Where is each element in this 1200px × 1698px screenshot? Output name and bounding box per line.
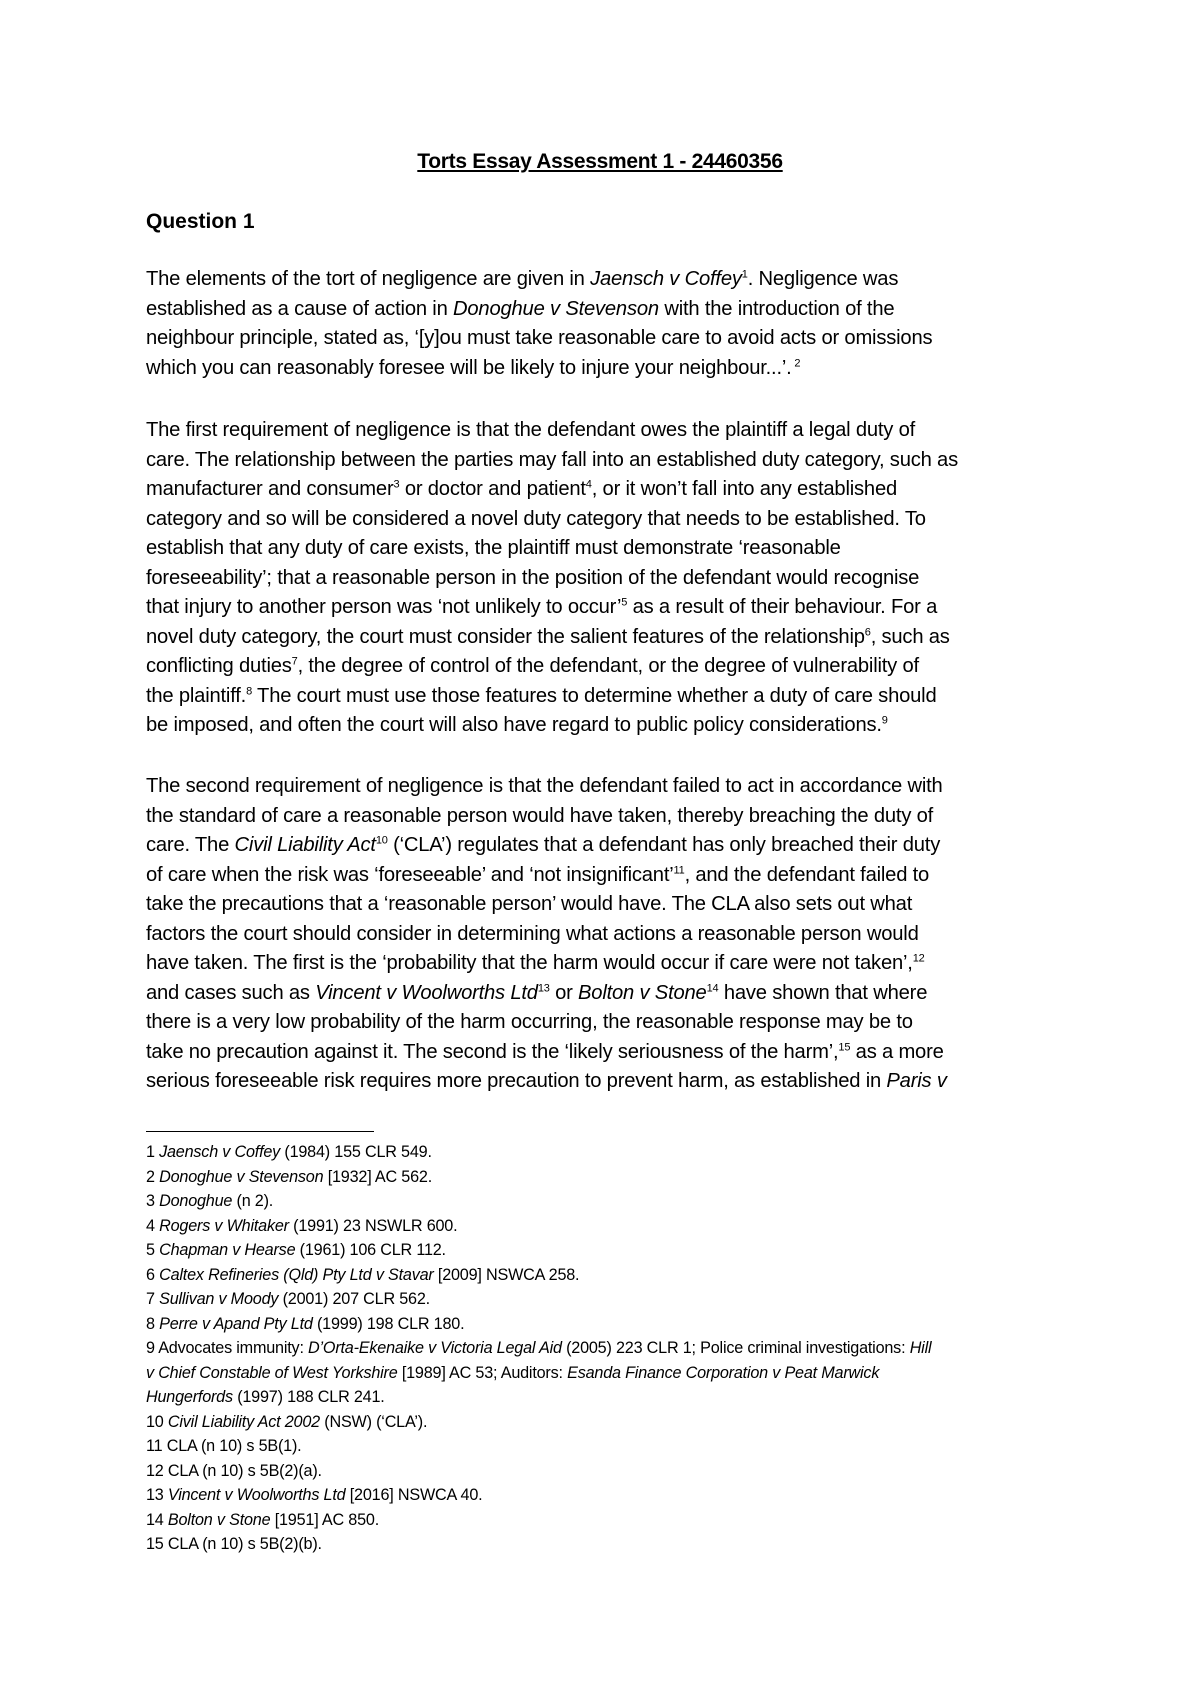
italic-citation: Bolton v Stone [167, 1510, 271, 1529]
text-line [146, 1038, 1076, 1068]
text-run: be imposed, and often the court will also have regard to public policy considerations. [146, 714, 882, 736]
italic-citation: Jaensch v Coffey [159, 1143, 281, 1161]
footnote-item [146, 1385, 1076, 1410]
text-run: serious foreseeable risk requires more precaution to prevent harm, as established in [146, 1070, 887, 1092]
text-run: (n 2). [232, 1192, 274, 1210]
text-run: 7 [146, 1290, 160, 1308]
footnote-reference: 11 [673, 863, 685, 876]
italic-citation: Paris v [886, 1070, 947, 1092]
footnote-reference: 3 [393, 478, 400, 491]
text-run: [2009] NSWCA 258. [433, 1265, 580, 1284]
text-run: , and the defendant failed to [684, 863, 930, 886]
text-line [146, 475, 1076, 505]
text-run: [1951] AC 850. [270, 1510, 380, 1529]
text-line [146, 652, 1076, 682]
footnote-item [146, 1214, 1076, 1239]
text-line [146, 446, 1076, 476]
italic-citation: Caltex Refineries (Qld) Pty Ltd v Stavar [159, 1265, 434, 1284]
footnote-item [146, 1508, 1076, 1533]
text-run: conflicting duties [146, 655, 292, 677]
footnote-reference: 10 [375, 834, 388, 847]
text-run: 11 CLA (n 10) s 5B(1). [146, 1437, 302, 1455]
text-run: there is a very low probability of the harm occurring, the reasonable response may be to [146, 1011, 913, 1033]
text-run: as a more [850, 1040, 944, 1063]
text-line [146, 534, 1076, 564]
italic-citation: Bolton v Stone [578, 981, 707, 1004]
text-run: 14 [146, 1510, 168, 1529]
italic-citation: Rogers v Whitaker [159, 1216, 289, 1235]
text-run: . Negligence was [747, 268, 899, 290]
text-line [146, 920, 1076, 950]
text-run: (1991) 23 NSWLR 600. [288, 1216, 458, 1235]
footnote-reference: 7 [291, 655, 298, 668]
text-run: have shown that where [718, 981, 928, 1004]
text-run: 3 [146, 1192, 160, 1210]
text-line [146, 979, 1076, 1009]
text-run: [2016] NSWCA 40. [345, 1486, 483, 1504]
text-run: which you can reasonably foresee will be likely to injure your neighbour...’. [146, 356, 792, 379]
text-line [146, 416, 1076, 446]
text-line [146, 772, 1076, 802]
footnote-item [146, 1361, 1076, 1386]
text-run: establish that any duty of care exists, the plaintiff must demonstrate ‘reasonable [146, 537, 841, 559]
footnote-item [146, 1238, 1076, 1263]
text-line [146, 564, 1076, 594]
footnote-item [146, 1189, 1076, 1214]
text-run: (2001) 207 CLR 562. [278, 1290, 430, 1308]
text-run: that injury to another person was ‘not unlikely to occur’ [146, 596, 622, 618]
footnote-item [146, 1459, 1076, 1484]
italic-citation: D’Orta-Ekenaike v Victoria Legal Aid [308, 1339, 562, 1357]
footnote-item [146, 1140, 1076, 1165]
footnote-reference: 6 [864, 625, 871, 638]
footnote-reference: 2 [791, 356, 801, 369]
text-run: factors the court should consider in determining what actions a reasonable person would [146, 922, 919, 945]
text-run: The first requirement of negligence is that the defendant owes the plaintiff a legal duty of [146, 419, 916, 441]
footnote-item [146, 1410, 1076, 1435]
text-run: , such as [870, 625, 950, 648]
footnote-item [146, 1483, 1076, 1508]
text-line [146, 861, 1076, 891]
italic-citation: Hill [909, 1339, 932, 1357]
text-line [146, 949, 1076, 979]
text-line [146, 265, 1076, 295]
text-run: , or it won’t fall into any established [591, 478, 897, 500]
text-run: (1997) 188 CLR 241. [232, 1388, 385, 1406]
text-run: as a result of their behaviour. For a [627, 596, 938, 618]
text-run: established as a cause of action in [146, 297, 454, 320]
italic-citation: Sullivan v Moody [159, 1290, 279, 1308]
italic-citation: Jaensch v Coffey [590, 268, 742, 290]
text-run: and cases such as [146, 981, 316, 1004]
text-run: [1932] AC 562. [323, 1167, 433, 1186]
text-run: take the precautions that a ‘reasonable person’ would have. The CLA also sets out what [146, 893, 913, 915]
italic-citation: v Chief Constable of West Yorkshire [146, 1363, 398, 1382]
paragraph-duty-of-care [146, 416, 1076, 741]
footnote-item [146, 1287, 1076, 1312]
text-line [146, 831, 1076, 861]
text-run: 2 [146, 1167, 160, 1186]
text-run: category and so will be considered a novel duty category that needs to be established. To [146, 507, 926, 530]
text-run: 5 [146, 1241, 160, 1259]
italic-citation: Civil Liability Act [234, 834, 376, 856]
text-line [146, 682, 1076, 712]
text-run: 4 [146, 1216, 160, 1235]
text-line [146, 890, 1076, 920]
text-run: of care when the risk was ‘foreseeable’ and ‘not insignificant’ [146, 863, 674, 886]
text-run: or [549, 981, 579, 1004]
italic-citation: Vincent v Woolworths Ltd [315, 981, 538, 1004]
text-run: have taken. The first is the ‘probability that the harm would occur if care were not taken’, [146, 952, 913, 974]
text-run: the plaintiff. [146, 684, 247, 707]
text-run: take no precaution against it. The second is the ‘likely seriousness of the harm’, [146, 1040, 839, 1063]
footnote-item [146, 1165, 1076, 1190]
footnote-reference: 9 [881, 714, 888, 727]
text-run: (NSW) (‘CLA’). [319, 1412, 428, 1431]
text-line [146, 324, 1076, 354]
text-line [146, 1067, 1076, 1097]
italic-citation: Esanda Finance Corporation v Peat Marwick [567, 1363, 880, 1382]
text-run: 6 [146, 1265, 160, 1284]
text-line [146, 505, 1076, 535]
footnote-reference: 13 [537, 981, 550, 994]
text-line [146, 711, 1076, 741]
footnote-reference: 4 [585, 478, 592, 491]
text-run: (2005) 223 CLR 1; Police criminal investigations: [561, 1339, 910, 1357]
footnote-reference: 1 [741, 268, 748, 281]
text-line [146, 623, 1076, 653]
text-run: (‘CLA’) regulates that a defendant has only breached their duty [387, 834, 941, 856]
footnotes [146, 1140, 1076, 1557]
footnote-reference: 15 [838, 1040, 851, 1053]
italic-citation: Donoghue v Stevenson [159, 1167, 324, 1186]
paragraph-breach-of-duty [146, 772, 1076, 1097]
document-title: Torts Essay Assessment 1 - 24460356 [417, 150, 783, 173]
text-run: 13 [146, 1486, 168, 1504]
italic-citation: Civil Liability Act 2002 [167, 1412, 320, 1431]
text-run: neighbour principle, stated as, ‘[y]ou must take reasonable care to avoid acts or omissions [146, 327, 933, 349]
footnote-item [146, 1532, 1076, 1557]
footnote-reference: 14 [706, 981, 719, 994]
text-run: novel duty category, the court must consider the salient features of the relationship [146, 625, 865, 648]
footnote-item [146, 1312, 1076, 1337]
italic-citation: Donoghue v Stevenson [453, 297, 659, 320]
footnote-reference: 8 [246, 684, 253, 697]
text-run: 9 Advocates immunity: [146, 1339, 309, 1357]
text-run: The second requirement of negligence is that the defendant failed to act in accordance with [146, 775, 943, 797]
text-run: 15 CLA (n 10) s 5B(2)(b). [146, 1535, 322, 1553]
text-run: [1989] AC 53; Auditors: [397, 1363, 568, 1382]
text-run: manufacturer and consumer [146, 478, 394, 500]
text-run: 1 [146, 1143, 160, 1161]
italic-citation: Donoghue [159, 1192, 233, 1210]
text-run: the standard of care a reasonable person would have taken, thereby breaching the duty of [146, 804, 934, 827]
text-run: The elements of the tort of negligence are given in [146, 268, 591, 290]
text-line [146, 802, 1076, 832]
text-run: The court must use those features to determine whether a duty of care should [252, 684, 937, 707]
text-run: with the introduction of the [658, 297, 895, 320]
text-run: care. The [146, 834, 235, 856]
paragraph-elements-of-negligence [146, 265, 1076, 383]
text-run: 12 CLA (n 10) s 5B(2)(a). [146, 1461, 322, 1480]
footnote-separator [146, 1131, 374, 1132]
text-line [146, 1008, 1076, 1038]
text-run: foreseeability’; that a reasonable person in the position of the defendant would recognise [146, 566, 920, 589]
question-heading: Question 1 [146, 210, 255, 233]
footnote-item [146, 1434, 1076, 1459]
text-run: or doctor and patient [399, 478, 586, 500]
text-line [146, 593, 1076, 623]
text-run: (1999) 198 CLR 180. [312, 1314, 465, 1333]
text-run: (1961) 106 CLR 112. [295, 1241, 446, 1259]
italic-citation: Chapman v Hearse [159, 1241, 296, 1259]
footnote-item [146, 1263, 1076, 1288]
text-run: , the degree of control of the defendant, or the degree of vulnerability of [297, 655, 919, 677]
text-run: 8 [146, 1314, 160, 1333]
text-run: care. The relationship between the parties may fall into an established duty category, such as [146, 448, 958, 471]
text-line [146, 295, 1076, 325]
italic-citation: Vincent v Woolworths Ltd [167, 1486, 346, 1504]
footnote-reference: 5 [621, 596, 628, 609]
italic-citation: Perre v Apand Pty Ltd [159, 1314, 313, 1333]
footnote-reference: 12 [912, 952, 925, 965]
text-line [146, 354, 1076, 384]
footnote-item [146, 1336, 1076, 1361]
italic-citation: Hungerfords [146, 1388, 233, 1406]
text-run: (1984) 155 CLR 549. [280, 1143, 432, 1161]
text-run: 10 [146, 1412, 168, 1431]
